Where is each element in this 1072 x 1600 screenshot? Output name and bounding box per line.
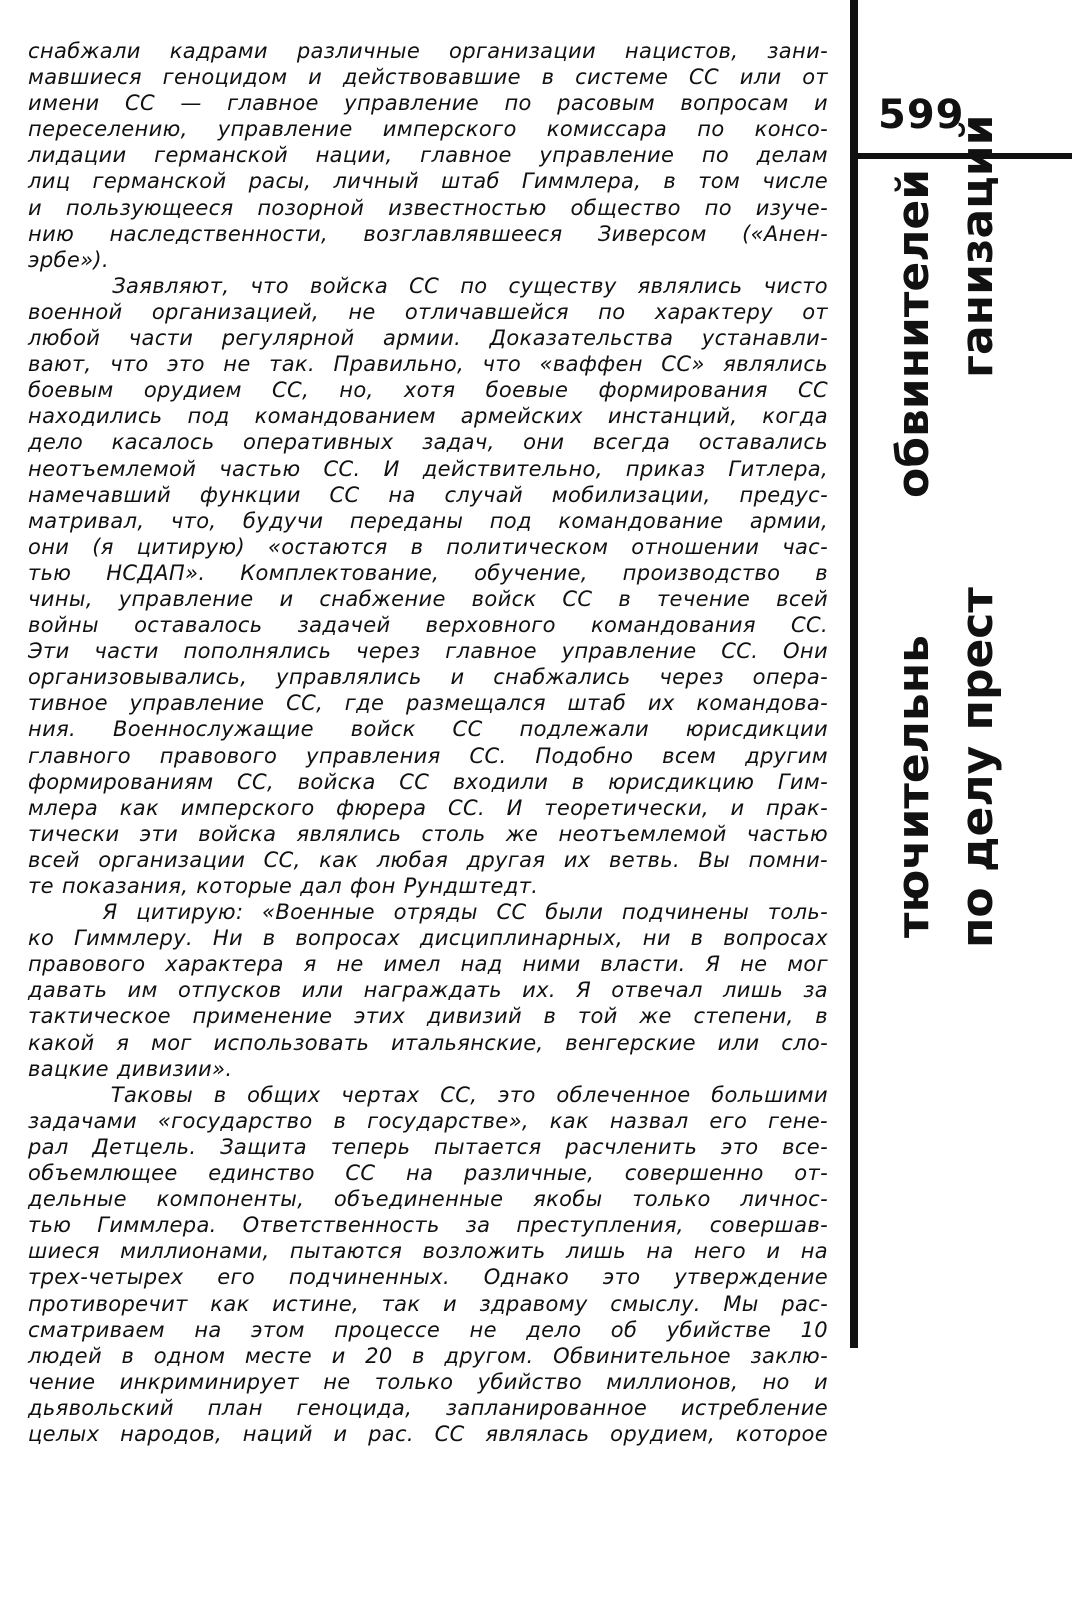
- text-line: объемлющее единство СС на различные, совершенно от-: [28, 1161, 828, 1186]
- page-number: 599: [878, 92, 965, 138]
- text-line: сматриваем на этом процессе не дело об убийстве 10: [28, 1317, 828, 1342]
- text-line: тью Гиммлера. Ответственность за преступления, совершав-: [28, 1213, 828, 1238]
- running-head-line-3: тючительнь: [888, 635, 939, 938]
- text-line: ко Гиммлеру. Ни в вопросах дисциплинарных, ни в вопросах: [28, 926, 828, 951]
- text-line: мавшиеся геноцидом и действовавшие в системе СС или от: [28, 65, 828, 90]
- text-line: любой части регулярной армии. Доказательства устанавли-: [28, 326, 828, 351]
- text-line: намечавший функции СС на случай мобилизации, предус-: [28, 482, 828, 507]
- text-line: Таковы в общих чертах СС, это облеченное большими: [28, 1082, 828, 1107]
- text-line: рал Детцель. Защита теперь пытается расчленить это все-: [28, 1134, 828, 1159]
- text-line: боевым орудием СС, но, хотя боевые формирования СС: [28, 378, 828, 403]
- text-line: шиеся миллионами, пытаются возложить лишь на него и на: [28, 1239, 828, 1264]
- text-line: ния. Военнослужащие войск СС подлежали юрисдикции: [28, 717, 828, 742]
- text-line: находились под командованием армейских инстанций, когда: [28, 404, 828, 429]
- text-line: дельные компоненты, объединенные якобы только личнос-: [28, 1187, 828, 1212]
- text-line: правового характера я не имел над ними власти. Я не мог: [28, 952, 828, 977]
- text-line: Эти части пополнялись через главное управление СС. Они: [28, 639, 828, 664]
- text-line: Заявляют, что войска СС по существу являлись чисто: [28, 273, 828, 298]
- text-line: вают, что это не так. Правильно, что «ваффен СС» являлись: [28, 352, 828, 377]
- text-line: формированиям СС, войска СС входили в юрисдикцию Гим-: [28, 769, 828, 794]
- text-line: эрбе»).: [28, 247, 110, 272]
- text-line: вацкие дивизии».: [28, 1056, 233, 1081]
- text-line: нию наследственности, возглавлявшееся Зиверсом («Анен-: [28, 221, 828, 246]
- text-line: снабжали кадрами различные организации нацистов, зани-: [28, 39, 828, 63]
- text-line: военной организацией, не отличавшейся по характеру от: [28, 299, 828, 324]
- text-line: целых народов, наций и рас. СС являлась орудием, которое: [28, 1421, 828, 1446]
- text-line: давать им отпусков или награждать их. Я отвечал лишь за: [28, 978, 828, 1003]
- text-line: они (я цитирую) «остаются в политическом отношении час-: [28, 534, 828, 559]
- text-line: млера как имперского фюрера СС. И теоретически, и прак-: [28, 795, 828, 820]
- text-line: главного правового управления СС. Подобно всем другим: [28, 743, 828, 768]
- text-line: противоречит как истине, так и здравому смыслу. Мы рас-: [28, 1291, 828, 1316]
- vertical-rule: [850, 0, 858, 1348]
- text-line: те показания, которые дал фон Рундштедт.: [28, 874, 539, 898]
- text-line: лиц германской расы, личный штаб Гиммлера, в том числе: [28, 169, 828, 194]
- text-line: дело касалось оперативных задач, они всегда оставались: [28, 430, 828, 455]
- text-line: какой я мог использовать итальянские, венгерские или сло-: [28, 1030, 828, 1055]
- running-head-line-2: ганизаций: [952, 114, 1003, 378]
- text-line: чение инкриминирует не только убийство миллионов, но и: [28, 1369, 828, 1394]
- text-line: имени СС — главное управление по расовым вопросам и: [28, 91, 828, 116]
- text-line: организовывались, управлялись и снабжались через опера-: [28, 665, 828, 690]
- text-line: неотъемлемой частью СС. И действительно, приказ Гитлера,: [28, 456, 828, 481]
- text-line: тью НСДАП». Комплектование, обучение, производство в: [28, 560, 828, 585]
- text-line: тактическое применение этих дивизий в той же степени, в: [28, 1004, 828, 1029]
- text-line: тически эти войска являлись столь же неотъемлемой частью: [28, 821, 828, 846]
- body-text: [28, 38, 828, 1447]
- text-line: лидации германской нации, главное управление по делам: [28, 143, 828, 168]
- text-line: всей организации СС, как любая другая их ветвь. Вы помни-: [28, 847, 828, 872]
- text-line: тивное управление СС, где размещался штаб их командова-: [28, 691, 828, 716]
- text-line: задачами «государство в государстве», как назвал его гене-: [28, 1108, 828, 1133]
- text-line: Я цитирую: «Военные отряды СС были подчинены толь-: [28, 900, 828, 925]
- text-line: трех-четырех его подчиненных. Однако это утверждение: [28, 1265, 828, 1290]
- text-line: чины, управление и снабжение войск СС в течение всей: [28, 586, 828, 611]
- text-line: и пользующееся позорной известностью общество по изуче-: [28, 195, 828, 220]
- running-head-line-4: по делу прест: [952, 587, 1003, 948]
- text-line: войны оставалось задачей верховного командования СС.: [28, 613, 828, 638]
- running-head-line-1: обвинителей: [888, 168, 939, 498]
- text-line: дьявольский план геноцида, запланированное истребление: [28, 1395, 828, 1420]
- text-line: людей в одном месте и 20 в другом. Обвинительное заклю-: [28, 1343, 828, 1368]
- text-line: матривал, что, будучи переданы под командование армии,: [28, 508, 828, 533]
- text-line: переселению, управление имперского комиссара по консо-: [28, 117, 828, 142]
